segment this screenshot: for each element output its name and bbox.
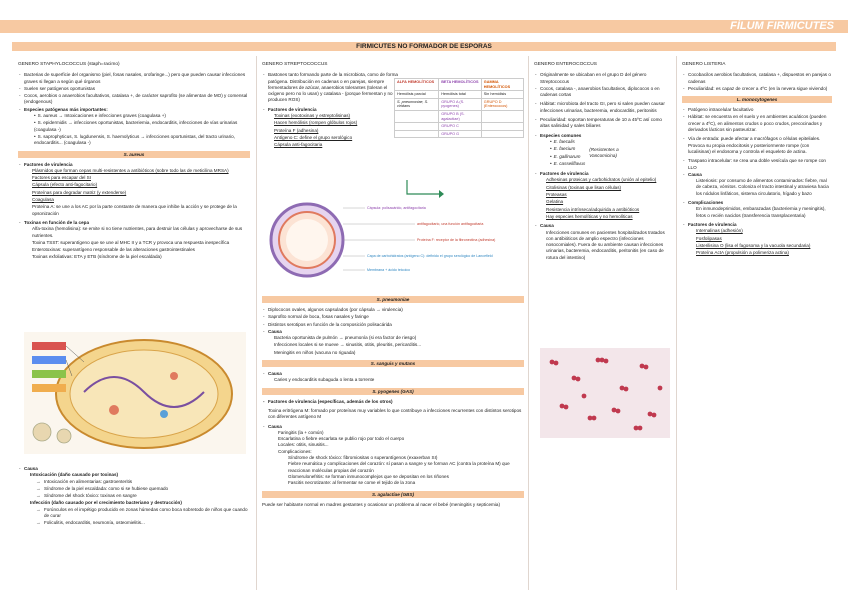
entero-virulence: Gelatina	[546, 199, 564, 205]
staph-species-head: Especies patógenas más importantes:	[24, 106, 108, 112]
listeria-virulence: Fosfolipasas	[696, 235, 722, 241]
column-divider	[256, 56, 257, 590]
staph-intox-head: Intoxicación (daño causado por toxinas)	[30, 472, 119, 478]
listeria-point: - Patógeno intracelular facultativo	[688, 107, 832, 113]
entero-bullet: - Originalmente se ubicaban en el grupo D del género Streptococcus	[540, 72, 672, 85]
column-divider	[528, 56, 529, 590]
staph-toxin: Enterotoxinas: superantígeno responsable de las alteraciones gastrointestinales	[32, 247, 195, 253]
strep-virulence-head: Factores de virulencia	[268, 106, 317, 112]
hemolysis-table	[394, 78, 524, 138]
entero-species-note: (Resistentes a Vancomicina)	[589, 146, 619, 159]
table-cell	[481, 123, 523, 131]
staph-species: • S. epidermidis → infecciones oportunistas, bacteriemia, endocarditis, infecciones de vías urinarias (coagulasa -)	[34, 120, 250, 133]
listeria-column	[682, 60, 832, 257]
table-cell: Sin hemólisis	[481, 91, 523, 99]
staph-intox: → Síndrome del shock tóxico: toxinas en sangre	[44, 493, 250, 499]
pneumo-cause: Infecciones locales si se mueve → sinusitis, otitis, pleuritis, pericarditis...	[274, 342, 422, 348]
listeria-entry: - Vía de entrada: puede afectar a macrófagos o células epiteliales. Provoca su propia endocitosis y posteriormente rompe (con lucalisinas) el endosoma y controla el esqueleto de actina.	[688, 136, 832, 155]
strep-virulence: Hacen hemólisis (rompen glóbulos rojos)	[274, 120, 358, 126]
entero-virulence: Proteasas	[546, 192, 567, 198]
table-cell: GRUPO D (Enterococos)	[481, 98, 523, 110]
diagram-label: Capa de carbohidratos (antígeno C): definido el grupo serológico de Lancefield	[367, 254, 493, 258]
column-divider	[676, 56, 677, 590]
strep-virulence: Antígeno C: define el grupo serológico	[274, 134, 353, 140]
table-cell	[395, 123, 439, 131]
table-header: ALFA HEMOLÍTICOS	[395, 79, 439, 91]
staph-intox: → Síndrome de la piel escaldada: como si se hubiese quemado	[44, 486, 250, 492]
table-header: BETA HEMOLÍTICOS	[439, 79, 482, 91]
staph-species: • S. aureus → Intoxicaciones e infecciones graves (coagulasa +)	[34, 113, 250, 119]
diagram-label: antifagocitario, una función antifagocitaria	[417, 222, 484, 226]
staph-title: GENERO STAPHYLOCOCCUS (staph=racimo)	[18, 62, 120, 67]
staph-species: • S. saprophyticus, S. lugdunensis, S. haemolyticus → infecciones oportunistas, del tracto urinario, endocarditis... (coagulasa -)	[34, 134, 250, 147]
table-cell: GRUPO B (S. agalactiae)	[439, 110, 482, 122]
listeria-band: L. monocytogenes	[682, 96, 832, 103]
table-cell: GRUPO A (S. pyogenes)	[439, 98, 482, 110]
mutans-cause: Caries y endocarditis subaguda o lenta a torrente	[274, 377, 375, 383]
entero-column	[534, 60, 672, 262]
entero-species-head: Especies comunes	[540, 132, 582, 138]
listeria-causes: Listeriosis: por consumo de alimentos contaminados: fiebre, mal de cabeza, vómitos. Coloniza el tracto intestinal y atraviesa hacia los nódulos linfáticos, sistema circulatorio, hígado y bazo	[696, 178, 829, 196]
diagram-label: Cápsula: polisacárido, antifagocitaria	[367, 206, 426, 210]
entero-habitat: - Hábitat: microbiota del tracto GI, pero si salen pueden causar infecciones urinarias, bacteremia, endocarditis, peritonitis	[540, 101, 672, 114]
pyogenes-cause: Complicaciones:	[278, 448, 312, 454]
staph-toxin: Alfa-toxina (hemolisina): se emite si no tiene nutrientes, para destruir las células y aprovecharse de sus nutrientes.	[32, 226, 243, 238]
table-cell: S. pneumoniae, S. viridans	[395, 98, 439, 110]
staph-toxin: Toxinas exfoliativas: ETA y ETB (síndrome de la piel escaldada)	[32, 254, 162, 260]
pneumo-cause: Bacteria oportunista de pulmón → pneumonía (si era factor de riesgo)	[274, 335, 417, 341]
staph-virulence: Factores para escapar del SI	[32, 175, 91, 181]
table-cell	[395, 110, 439, 122]
staph-bullet: - Suelen ser patógenos oportunistas	[24, 86, 250, 92]
table-header: GAMMA HEMOLÍTICOS	[481, 79, 523, 91]
table-cell	[395, 130, 439, 138]
listeria-point: - Hábitat: se encuentra en el suelo y en ambientes acuáticos (pueden crecer a 4ºC), en alimentos crudos o poco crudos, precocinados y derivados lácticos sin pasteurizar.	[688, 114, 832, 133]
pneumo-causes-head: Causa	[268, 328, 282, 334]
staph-aureus-band: S. aureus	[18, 151, 250, 158]
enterococcus-micrograph	[540, 348, 670, 438]
pyogenes-complication: Fiebre reumática y complicaciones del corazón: sí pasan a sangre y se forman AC (contra la proteína M) que reaccionan moléculas propias del corazón	[288, 461, 510, 473]
diagram-label: Membrana + ácido teicoico	[367, 268, 411, 272]
arrow-icon	[405, 178, 445, 200]
strep-column	[262, 60, 402, 150]
table-cell: GRUPO G	[439, 130, 482, 138]
pyogenes-toxin: Toxina eritrógena M: formado por proteínas muy variables lo que contribuye a infecciones recurrentes con distintos serotipos con diferentes antígeno M	[268, 407, 522, 420]
pneumo-bullet: - Diplococos ovales, algunos capsulados (por cápsula → virulencia)	[268, 307, 524, 313]
listeria-title: GENERO LISTERIA	[682, 62, 726, 67]
entero-virulence: Citolisinas (toxinas que lisan células)	[546, 184, 622, 190]
entero-virulence: Hay especies hemolíticas y no hemolíticas	[546, 213, 633, 219]
strep-virulence: Toxinas (exotoxinas y estreptolisinas)	[274, 113, 351, 119]
entero-species: • E. faecalis	[550, 139, 585, 145]
staph-causes-head: Causa	[24, 466, 38, 471]
staph-toxin: Toxina TSST: superantígeno que se une al MHC II y a TCR y provoca una respuesta inespecífica	[32, 239, 230, 245]
listeria-virulence: Proteína ActA (propulsión a polimeriza actina)	[696, 250, 789, 256]
mutans-causes-head: Causa	[268, 371, 282, 377]
pneumo-band: S. pneumoniae	[262, 296, 524, 303]
listeria-bullet: - Cocobacilos aerobios facultativos, catalasa +, dispuestos en parejas o cadenas	[688, 72, 832, 85]
entero-species: • E. faecium	[550, 146, 585, 152]
pyogenes-cause: Faringitis (la + común)	[278, 429, 324, 435]
entero-species: • E. casseliflavus	[550, 161, 585, 167]
entero-virulence: Resistencia intrínseca/adquirida a antibióticos	[546, 206, 640, 212]
staph-bullet: - Bacterias de superficie del organismo (piel, fosas nasales, orofaringe...) pero que pueden causar infecciones graves si llegan a según qué órganos	[24, 72, 250, 85]
pyogenes-cause: Locales: otitis, sinusitis...	[278, 442, 329, 448]
table-cell: Hemólisis parcial	[395, 91, 439, 99]
listeria-virulence-head: Factores de virulencia	[688, 221, 737, 227]
strep-title: GENERO STREPTOCOCCUS	[262, 62, 328, 67]
staph-virulence: Coagulasa	[32, 197, 54, 203]
pneumo-bullet: - Distintos serotipos en función de la composición polisacárida	[268, 322, 524, 328]
entero-causes: Infecciones comunes en pacientes hospitalizados tratados con antibióticos de amplio espectro (infecciones nosocomiales). Fuera de su ambiente causan infecciones urinarias, bacteremia, endocarditis, peritonitis (en caso de rotura del intestino)	[546, 229, 665, 260]
table-cell: Hemólisis total	[439, 91, 482, 99]
staph-diagram	[24, 332, 246, 454]
staph-virulence: Proteínas para degradar matriz (y extenderse)	[32, 189, 127, 195]
pyogenes-virulence: - Factores de virulencia (específicas, además de los otros)	[268, 399, 524, 405]
table-cell	[481, 130, 523, 138]
entero-causes-head: Causa	[540, 223, 554, 229]
header-title: FÍLUM FIRMICUTES	[730, 20, 834, 32]
listeria-bullet: - Peculiaridad: es capaz de crecer a 4ºC (en la nevera sigue viviendo)	[688, 86, 832, 92]
table-cell: GRUPO C	[439, 123, 482, 131]
strep-virulence: Proteína F (adhesina)	[274, 127, 319, 133]
pyogenes-complication: Síndrome de shock tóxico: fibromiositas o superantígenos (exaxerban SI)	[288, 455, 438, 461]
staph-infect: → Foliculitis, endocarditis, neumonía, osteomielitis...	[44, 520, 250, 526]
staph-infect-head: Infección (daño causado por el crecimiento bacteriano y destrucción)	[30, 500, 182, 506]
diagram-label: Proteína F: receptor de la fibronectina (adhesina)	[417, 238, 496, 242]
listeria-virulence: Internalinas (adhesión)	[696, 228, 743, 234]
staph-causes	[18, 466, 250, 528]
listeria-causes-head: Causa	[688, 171, 702, 177]
mutans-band: S. sanguis y mutans	[262, 360, 524, 367]
agalactiae-text: Puede ser habitante normal en madres gestantes y ocasionar un problema al nacer el bebé (meningitis y septicemia)	[262, 501, 500, 507]
listeria-comp-head: Complicaciones	[688, 200, 724, 206]
strep-species-section	[262, 292, 524, 508]
listeria-virulence: Listerilisina O (lisa el fagosoma y la vacuola secundaria)	[696, 242, 811, 248]
staph-virulence-head: Factores de virulencia	[24, 161, 73, 167]
entero-species: • E. gallinarum	[550, 154, 585, 160]
strep-virulence: Cápsula anti-fagocitaria	[274, 142, 323, 148]
pneumo-bullet: - Saprofito normal de boca, fosas nasales y faringe	[268, 314, 524, 320]
staph-column	[18, 60, 250, 262]
staph-virulence: Proteína A: se une a los AC por la parte constante de manera que inhibe la acción y se protege de la opsonización	[32, 204, 237, 216]
strep-cell-diagram	[265, 200, 525, 280]
header-bar	[0, 20, 848, 33]
pneumo-cause: Meningitis en niños (vacuna no riguada)	[274, 349, 356, 355]
staph-virulence: Plásmidos que forman cepas multi-resistentes a antibióticos (sobre todo las de meticilina MRSA)	[32, 167, 229, 173]
agalactiae-band: S. agalactiae (GBS)	[262, 491, 524, 498]
strep-intro: - Bastones tanto formando parte de la microbiota, como de forma patógena. Distribución en cadenas o en parejas, siempre fermentadores de azúcar, anaerobios tolerantes (toleran el oxígeno pero no lo usan) y catalasa - (porque fermentan y no producen ROS)	[268, 72, 402, 103]
entero-bullet: - Cocos, catalasa -, anaerobios facultativos, diplococos o en cadenas cortas	[540, 86, 672, 99]
entero-peculiar: - Peculiaridad: soportan temperaturas de 10 a 45ºC así como altas salinidad y sales biliares	[540, 117, 672, 130]
staph-bullet: - Cocos, aerobios o anaerobios facultativos, catalasa +, de carácter saprofito (se alimentan de MO) y comensal (endogenous)	[24, 93, 250, 106]
entero-title: GENERO ENTEROCOCCUS	[534, 62, 597, 67]
entero-virulence: Adhesinas proteicas y carbohidratos (unión al epitelio)	[546, 177, 657, 183]
main-title: FIRMICUTES NO FORMADOR DE ESPORAS	[12, 42, 836, 51]
listeria-transfer: - Traspaso intracelular: se crea una doble vesícula que se rompe con LLO	[688, 158, 832, 171]
pyogenes-band: S. pyogenes (GAS)	[262, 388, 524, 395]
staph-infect: → Forúnculos en el impétigo producido en zonas húmedas como boca sobretodo de niños que cuando de curar	[44, 507, 250, 520]
listeria-comp: En inmunodeprimidos, embarazadas (bacteriemia y meningitis), fetos o recién nacidos (transferencia transplacentaria)	[696, 206, 826, 218]
staph-intox: → Intoxicación en alimentarias: gastroenteritis	[44, 479, 250, 485]
pyogenes-causes-head: Causa	[268, 423, 282, 429]
table-cell	[481, 110, 523, 122]
pyogenes-complication: Fascitis necrotizante: al fermentar se come el tejido de la zona	[288, 480, 416, 486]
entero-virulence-head: Factores de virulencia	[540, 171, 589, 177]
pyogenes-complication: Glomerulonefritis: se forman inmunocomplejos que se depositan en los riñones	[288, 473, 449, 479]
pyogenes-cause: Escarlatina o fiebre escarlata se publio rojo por todo el cuerpo	[278, 436, 405, 442]
staph-toxins-head: Toxinas en función de la cepa	[24, 219, 90, 225]
staph-virulence: Cápsula (efecto anti-fagocitario)	[32, 182, 98, 188]
